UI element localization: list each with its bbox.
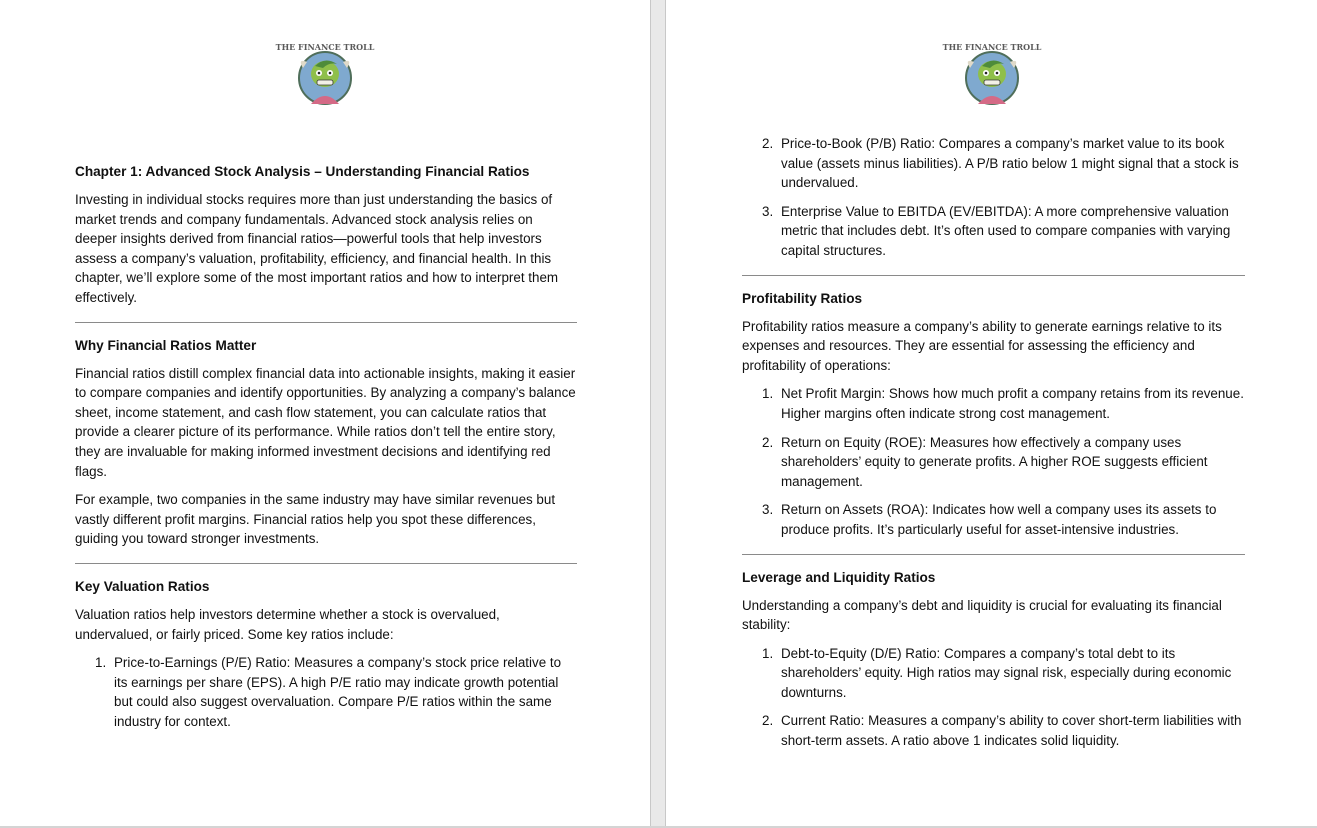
section-divider [742,554,1245,555]
troll-mascot-icon [275,38,375,108]
list-number: 2. [762,136,774,151]
valuation-heading: Key Valuation Ratios [75,578,210,594]
page-content [742,134,1245,760]
list-item [742,433,1245,492]
list-number: 3. [762,203,774,219]
logo-wordmark: THE FINANCE TROLL [942,42,1042,52]
list-item-text: Debt-to-Equity (D/E) Ratio: Compares a company’s total debt to its shareholders’ equity. High ratios may signal risk, especially during economic downturns. [781,645,1232,700]
leverage-list [742,644,1245,751]
finance-troll-logo [942,38,1042,108]
page-gutter [650,0,666,828]
section-divider [75,563,577,564]
why-ratios-heading: Why Financial Ratios Matter [75,337,257,353]
chapter-title: Chapter 1: Advanced Stock Analysis – Understanding Financial Ratios [75,164,530,179]
list-item-text: Return on Assets (ROA): Indicates how well a company uses its assets to produce profits. It’s particularly useful for asset-intensive industries. [781,502,1217,537]
list-item-text: Price-to-Earnings (P/E) Ratio: Measures a company’s stock price relative to its earnings per share (EPS). A high P/E ratio may indicate growth potential but could also suggest overvaluation. Compare P/E ratios within the same industry for context. [114,655,562,729]
list-number: 1. [762,645,774,661]
document-page-left [0,0,650,826]
profitability-intro: Profitability ratios measure a company’s ability to generate earnings relative to its expenses and resources. They are essential for assessing the efficiency and profitability of operations: [742,318,1222,373]
document-page-right [666,0,1317,826]
logo-wordmark: THE FINANCE TROLL [275,42,375,52]
list-number: 2. [762,434,774,450]
valuation-list-continued [742,134,1245,261]
list-number: 3. [762,502,774,518]
troll-mascot-icon [942,38,1042,108]
why-ratios-paragraph-2: For example, two companies in the same industry may have similar revenues but vastly different profit margins. Financial ratios help you spot these differences, guiding you toward stronger investments. [75,492,556,547]
list-item-text: Current Ratio: Measures a company’s ability to cover short-term liabilities with short-term assets. A ratio above 1 indicates solid liquidity. [781,713,1242,749]
leverage-intro: Understanding a company’s debt and liquidity is crucial for evaluating its financial stability: [742,597,1222,633]
profitability-list [742,384,1245,539]
list-item-text: Return on Equity (ROE): Measures how effectively a company uses shareholders’ equity to generate profits. A higher ROE suggests efficient management. [781,434,1208,489]
list-item [742,384,1245,423]
finance-troll-logo [275,38,375,108]
section-divider [742,275,1245,276]
list-item [742,500,1245,539]
section-divider [75,322,577,323]
list-item [75,653,577,731]
list-number: 2. [762,713,774,729]
why-ratios-paragraph-1: Financial ratios distill complex financial data into actionable insights, making it easier to compare companies and identify opportunities. By analyzing a company’s balance sheet, income statement, and cash flow statement, you can calculate ratios that provide a clearer picture of its performance. While ratios don’t tell the entire story, they are invaluable for making informed investment decisions and identifying red flags. [75,365,576,479]
valuation-list [75,653,577,731]
list-item [742,711,1245,750]
intro-paragraph: Investing in individual stocks requires more than just understanding the basics of market trends and company fundamentals. Advanced stock analysis relies on deeper insights derived from financial ratios—powerful tools that help investors assess a company’s valuation, profitability, efficiency, and financial health. In this chapter, we’ll explore some of the most important ratios and how to interpret them effectively. [75,192,559,305]
profitability-heading: Profitability Ratios [742,290,863,306]
list-item-text: Enterprise Value to EBITDA (EV/EBITDA): A more comprehensive valuation metric that includes debt. It’s often used to compare companies with varying capital structures. [781,203,1231,258]
list-item [742,644,1245,703]
list-item-text: Price-to-Book (P/B) Ratio: Compares a company’s market value to its book value (assets minus liabilities). A P/B ratio below 1 might signal that a stock is undervalued. [781,136,1239,191]
list-number: 1. [95,655,107,671]
list-number: 1. [762,386,774,402]
valuation-intro: Valuation ratios help investors determine whether a stock is overvalued, undervalued, or fairly priced. Some key ratios include: [75,606,500,642]
list-item [742,134,1245,193]
leverage-heading: Leverage and Liquidity Ratios [742,569,936,585]
list-item-text: Net Profit Margin: Shows how much profit a company retains from its revenue. Higher margins often indicate strong cost management. [781,386,1244,421]
list-item [742,202,1245,261]
page-content [75,162,577,740]
